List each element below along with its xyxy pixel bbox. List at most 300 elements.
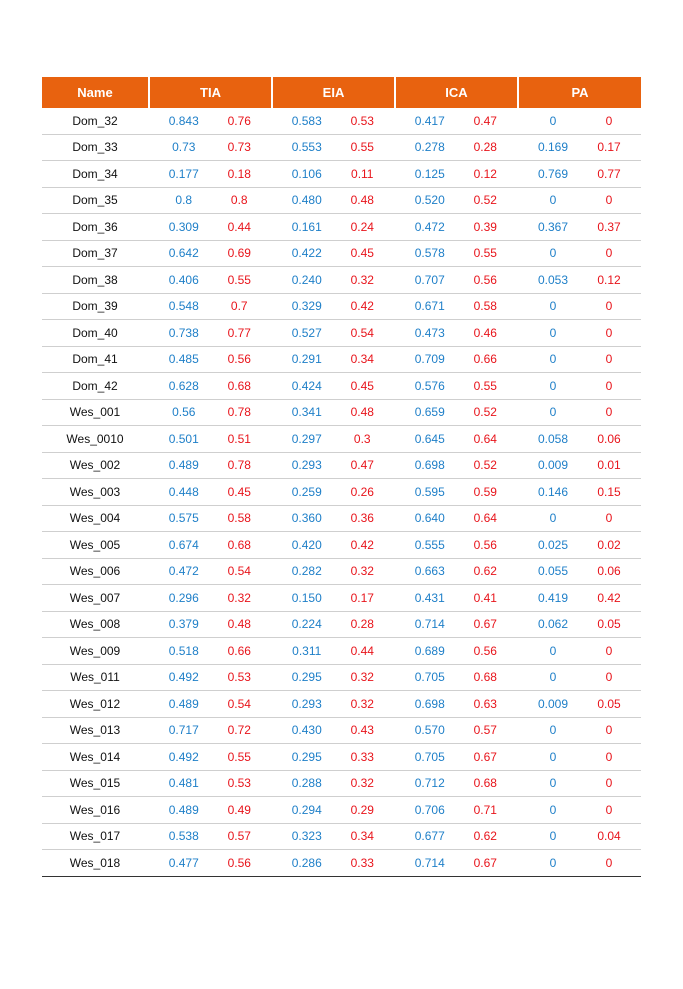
cell-tia-red: 0.68 bbox=[227, 537, 251, 552]
cell-pa-red: 0 bbox=[605, 670, 613, 685]
row-name: Wes_007 bbox=[69, 590, 121, 605]
cell-pa-red: 0 bbox=[605, 643, 613, 658]
cell-tia-blue: 0.481 bbox=[168, 776, 199, 791]
cell-pa-blue: 0.025 bbox=[537, 537, 569, 552]
cell-ica-red: 0.68 bbox=[473, 670, 497, 685]
cell-pa-blue: 0 bbox=[549, 670, 557, 685]
cell-pa-blue: 0 bbox=[549, 749, 557, 764]
cell-tia-red: 0.32 bbox=[227, 590, 251, 605]
cell-pa-red: 0.12 bbox=[597, 272, 621, 287]
row-name: Wes_004 bbox=[69, 511, 121, 526]
cell-pa-red: 0 bbox=[605, 405, 613, 420]
cell-tia-red: 0.68 bbox=[227, 378, 251, 393]
table-body bbox=[42, 108, 641, 877]
cell-group-pa bbox=[517, 405, 641, 419]
cell-tia-red: 0.77 bbox=[227, 325, 251, 340]
header-tia: TIA bbox=[150, 77, 271, 108]
cell-group-pa bbox=[517, 140, 641, 154]
cell-eia-blue: 0.161 bbox=[291, 219, 322, 234]
cell-group-tia bbox=[148, 140, 271, 154]
cell-tia-red: 0.51 bbox=[227, 431, 251, 446]
cell-pa-red: 0.15 bbox=[597, 484, 621, 499]
table-row bbox=[42, 108, 641, 135]
cell-ica-red: 0.71 bbox=[473, 802, 497, 817]
cell-tia-red: 0.78 bbox=[227, 458, 251, 473]
cell-ica-blue: 0.473 bbox=[414, 325, 445, 340]
row-name: Wes_003 bbox=[69, 484, 121, 499]
cell-group-tia bbox=[148, 617, 271, 631]
cell-group-pa bbox=[517, 697, 641, 711]
cell-tia-red: 0.54 bbox=[227, 696, 251, 711]
cell-group-pa bbox=[517, 458, 641, 472]
cell-ica-red: 0.57 bbox=[473, 723, 497, 738]
cell-group-eia bbox=[271, 511, 394, 525]
cell-pa-red: 0.05 bbox=[597, 696, 621, 711]
cell-tia-blue: 0.538 bbox=[168, 829, 199, 844]
cell-group-eia bbox=[271, 299, 394, 313]
cell-eia-blue: 0.294 bbox=[291, 802, 322, 817]
cell-group-ica bbox=[394, 114, 517, 128]
table-row bbox=[42, 426, 641, 453]
cell-eia-red: 0.28 bbox=[350, 617, 374, 632]
cell-tia-blue: 0.843 bbox=[168, 113, 199, 128]
cell-ica-blue: 0.417 bbox=[414, 113, 445, 128]
cell-pa-red: 0.02 bbox=[597, 537, 621, 552]
cell-eia-red: 0.11 bbox=[351, 166, 374, 181]
cell-group-eia bbox=[271, 352, 394, 366]
table-row bbox=[42, 691, 641, 718]
row-name: Dom_33 bbox=[72, 140, 118, 155]
cell-group-eia bbox=[271, 273, 394, 287]
cell-group-pa bbox=[517, 670, 641, 684]
row-name: Wes_002 bbox=[69, 458, 121, 473]
cell-eia-red: 0.17 bbox=[350, 590, 374, 605]
row-name: Wes_005 bbox=[69, 537, 121, 552]
cell-group-eia bbox=[271, 617, 394, 631]
cell-eia-blue: 0.424 bbox=[291, 378, 322, 393]
cell-ica-red: 0.52 bbox=[473, 458, 497, 473]
row-name: Wes_009 bbox=[69, 643, 121, 658]
cell-eia-blue: 0.259 bbox=[291, 484, 322, 499]
cell-group-pa bbox=[517, 114, 641, 128]
cell-ica-blue: 0.705 bbox=[414, 749, 445, 764]
cell-group-tia bbox=[148, 432, 271, 446]
row-name: Wes_0010 bbox=[66, 431, 124, 446]
cell-group-eia bbox=[271, 405, 394, 419]
row-name: Dom_42 bbox=[72, 378, 118, 393]
cell-tia-red: 0.49 bbox=[227, 802, 251, 817]
cell-tia-blue: 0.296 bbox=[168, 590, 199, 605]
cell-pa-red: 0.04 bbox=[597, 829, 621, 844]
cell-pa-red: 0.01 bbox=[597, 458, 621, 473]
cell-eia-blue: 0.291 bbox=[291, 352, 322, 367]
cell-pa-red: 0.06 bbox=[597, 564, 621, 579]
cell-ica-red: 0.28 bbox=[473, 140, 497, 155]
cell-pa-red: 0 bbox=[605, 299, 613, 314]
cell-group-tia bbox=[148, 856, 271, 870]
cell-pa-blue: 0.055 bbox=[537, 564, 569, 579]
header-name: Name bbox=[42, 77, 148, 108]
cell-group-eia bbox=[271, 750, 394, 764]
cell-group-eia bbox=[271, 723, 394, 737]
cell-group-tia bbox=[148, 776, 271, 790]
cell-group-eia bbox=[271, 140, 394, 154]
row-name: Wes_014 bbox=[69, 749, 121, 764]
cell-ica-blue: 0.698 bbox=[414, 696, 445, 711]
cell-eia-red: 0.33 bbox=[350, 855, 374, 870]
cell-ica-red: 0.55 bbox=[473, 378, 497, 393]
cell-ica-red: 0.64 bbox=[473, 511, 497, 526]
row-name: Wes_006 bbox=[69, 564, 121, 579]
cell-ica-red: 0.52 bbox=[473, 405, 497, 420]
cell-eia-blue: 0.288 bbox=[291, 776, 322, 791]
cell-ica-red: 0.12 bbox=[473, 166, 497, 181]
table-row bbox=[42, 453, 641, 480]
table-row bbox=[42, 161, 641, 188]
cell-group-eia bbox=[271, 670, 394, 684]
table-row bbox=[42, 347, 641, 374]
cell-tia-red: 0.66 bbox=[227, 643, 251, 658]
cell-pa-blue: 0.769 bbox=[537, 166, 569, 181]
cell-group-tia bbox=[148, 458, 271, 472]
cell-ica-blue: 0.278 bbox=[414, 140, 445, 155]
cell-group-ica bbox=[394, 564, 517, 578]
cell-tia-blue: 0.485 bbox=[168, 352, 199, 367]
cell-group-tia bbox=[148, 246, 271, 260]
cell-tia-blue: 0.8 bbox=[175, 193, 193, 208]
cell-group-pa bbox=[517, 644, 641, 658]
cell-group-ica bbox=[394, 511, 517, 525]
cell-group-ica bbox=[394, 591, 517, 605]
cell-group-pa bbox=[517, 511, 641, 525]
cell-pa-blue: 0.419 bbox=[537, 590, 569, 605]
cell-tia-blue: 0.489 bbox=[168, 696, 199, 711]
cell-tia-blue: 0.448 bbox=[168, 484, 199, 499]
cell-tia-red: 0.18 bbox=[227, 166, 251, 181]
cell-group-ica bbox=[394, 538, 517, 552]
cell-ica-red: 0.66 bbox=[473, 352, 497, 367]
cell-tia-red: 0.45 bbox=[227, 484, 251, 499]
table-row bbox=[42, 400, 641, 427]
cell-eia-blue: 0.295 bbox=[291, 670, 322, 685]
cell-eia-blue: 0.240 bbox=[291, 272, 322, 287]
cell-group-eia bbox=[271, 856, 394, 870]
cell-eia-blue: 0.553 bbox=[291, 140, 322, 155]
cell-eia-blue: 0.422 bbox=[291, 246, 322, 261]
cell-eia-red: 0.26 bbox=[350, 484, 374, 499]
cell-eia-red: 0.53 bbox=[350, 113, 374, 128]
cell-pa-blue: 0 bbox=[549, 246, 557, 261]
cell-group-pa bbox=[517, 750, 641, 764]
cell-tia-red: 0.57 bbox=[227, 829, 251, 844]
cell-group-tia bbox=[148, 485, 271, 499]
cell-group-eia bbox=[271, 167, 394, 181]
cell-ica-red: 0.41 bbox=[473, 590, 497, 605]
table-row bbox=[42, 718, 641, 745]
cell-group-eia bbox=[271, 326, 394, 340]
cell-pa-blue: 0.062 bbox=[537, 617, 569, 632]
row-name: Dom_38 bbox=[72, 272, 118, 287]
cell-group-eia bbox=[271, 564, 394, 578]
table-row bbox=[42, 214, 641, 241]
cell-eia-red: 0.45 bbox=[350, 246, 374, 261]
table-header bbox=[42, 77, 641, 108]
cell-pa-blue: 0.146 bbox=[537, 484, 569, 499]
cell-group-ica bbox=[394, 485, 517, 499]
cell-tia-red: 0.55 bbox=[227, 749, 251, 764]
cell-group-tia bbox=[148, 591, 271, 605]
cell-group-pa bbox=[517, 246, 641, 260]
cell-eia-blue: 0.293 bbox=[291, 696, 322, 711]
cell-group-tia bbox=[148, 697, 271, 711]
cell-group-eia bbox=[271, 776, 394, 790]
row-name: Dom_32 bbox=[72, 113, 118, 128]
cell-ica-red: 0.56 bbox=[473, 643, 497, 658]
cell-group-ica bbox=[394, 776, 517, 790]
cell-pa-blue: 0 bbox=[549, 511, 557, 526]
cell-eia-blue: 0.293 bbox=[291, 458, 322, 473]
row-name: Wes_016 bbox=[69, 802, 121, 817]
cell-ica-blue: 0.640 bbox=[414, 511, 445, 526]
cell-group-eia bbox=[271, 485, 394, 499]
cell-tia-red: 0.76 bbox=[227, 113, 251, 128]
cell-tia-blue: 0.628 bbox=[168, 378, 199, 393]
cell-group-pa bbox=[517, 856, 641, 870]
cell-eia-blue: 0.341 bbox=[291, 405, 322, 420]
cell-ica-red: 0.67 bbox=[473, 855, 497, 870]
cell-tia-red: 0.72 bbox=[227, 723, 251, 738]
cell-tia-blue: 0.73 bbox=[172, 140, 196, 155]
cell-group-tia bbox=[148, 829, 271, 843]
cell-tia-blue: 0.738 bbox=[168, 325, 199, 340]
table-row bbox=[42, 797, 641, 824]
cell-group-eia bbox=[271, 644, 394, 658]
cell-tia-blue: 0.489 bbox=[168, 458, 199, 473]
cell-group-eia bbox=[271, 697, 394, 711]
row-name: Wes_011 bbox=[70, 670, 120, 685]
row-name: Dom_36 bbox=[72, 219, 118, 234]
cell-eia-blue: 0.583 bbox=[291, 113, 322, 128]
cell-group-ica bbox=[394, 432, 517, 446]
table-row bbox=[42, 771, 641, 798]
cell-group-pa bbox=[517, 485, 641, 499]
cell-group-tia bbox=[148, 750, 271, 764]
cell-group-tia bbox=[148, 511, 271, 525]
cell-pa-blue: 0 bbox=[549, 299, 557, 314]
cell-group-ica bbox=[394, 829, 517, 843]
cell-tia-red: 0.58 bbox=[227, 511, 251, 526]
cell-group-ica bbox=[394, 352, 517, 366]
cell-pa-blue: 0 bbox=[549, 325, 557, 340]
cell-tia-red: 0.69 bbox=[227, 246, 251, 261]
cell-group-tia bbox=[148, 803, 271, 817]
cell-ica-red: 0.52 bbox=[473, 193, 497, 208]
cell-tia-blue: 0.575 bbox=[168, 511, 199, 526]
cell-group-ica bbox=[394, 617, 517, 631]
cell-group-tia bbox=[148, 564, 271, 578]
cell-ica-red: 0.46 bbox=[473, 325, 497, 340]
table-row bbox=[42, 320, 641, 347]
table-row bbox=[42, 373, 641, 400]
cell-eia-red: 0.43 bbox=[350, 723, 374, 738]
cell-eia-red: 0.48 bbox=[350, 193, 374, 208]
cell-ica-red: 0.59 bbox=[473, 484, 497, 499]
cell-tia-red: 0.73 bbox=[227, 140, 251, 155]
cell-group-tia bbox=[148, 644, 271, 658]
cell-eia-red: 0.48 bbox=[350, 405, 374, 420]
cell-group-pa bbox=[517, 193, 641, 207]
cell-ica-blue: 0.712 bbox=[414, 776, 445, 791]
cell-group-ica bbox=[394, 644, 517, 658]
cell-group-tia bbox=[148, 352, 271, 366]
table-row bbox=[42, 294, 641, 321]
cell-group-pa bbox=[517, 617, 641, 631]
cell-group-eia bbox=[271, 432, 394, 446]
cell-eia-red: 0.33 bbox=[350, 749, 374, 764]
cell-pa-red: 0 bbox=[605, 246, 613, 261]
cell-eia-red: 0.24 bbox=[350, 219, 374, 234]
cell-tia-blue: 0.642 bbox=[168, 246, 199, 261]
cell-eia-blue: 0.311 bbox=[292, 643, 322, 658]
table-row bbox=[42, 506, 641, 533]
cell-ica-blue: 0.576 bbox=[414, 378, 445, 393]
table-row bbox=[42, 612, 641, 639]
cell-pa-red: 0 bbox=[605, 723, 613, 738]
cell-group-ica bbox=[394, 750, 517, 764]
cell-group-eia bbox=[271, 220, 394, 234]
cell-eia-blue: 0.527 bbox=[291, 325, 322, 340]
table-row bbox=[42, 241, 641, 268]
cell-tia-red: 0.56 bbox=[227, 855, 251, 870]
cell-group-pa bbox=[517, 299, 641, 313]
cell-pa-blue: 0 bbox=[549, 802, 557, 817]
cell-pa-red: 0.42 bbox=[597, 590, 621, 605]
cell-eia-blue: 0.224 bbox=[291, 617, 322, 632]
cell-ica-red: 0.62 bbox=[473, 829, 497, 844]
table-row bbox=[42, 824, 641, 851]
cell-group-eia bbox=[271, 379, 394, 393]
cell-group-eia bbox=[271, 246, 394, 260]
cell-group-pa bbox=[517, 538, 641, 552]
cell-pa-red: 0 bbox=[605, 855, 613, 870]
cell-group-pa bbox=[517, 220, 641, 234]
cell-group-ica bbox=[394, 856, 517, 870]
cell-group-tia bbox=[148, 723, 271, 737]
cell-group-eia bbox=[271, 458, 394, 472]
cell-group-tia bbox=[148, 538, 271, 552]
row-name: Dom_40 bbox=[72, 325, 118, 340]
cell-group-tia bbox=[148, 379, 271, 393]
table-row bbox=[42, 135, 641, 162]
cell-eia-red: 0.47 bbox=[350, 458, 374, 473]
cell-pa-red: 0 bbox=[605, 511, 613, 526]
cell-group-ica bbox=[394, 458, 517, 472]
cell-pa-red: 0 bbox=[605, 113, 613, 128]
cell-group-ica bbox=[394, 167, 517, 181]
cell-tia-red: 0.53 bbox=[227, 670, 251, 685]
cell-eia-red: 0.36 bbox=[350, 511, 374, 526]
cell-eia-blue: 0.420 bbox=[291, 537, 322, 552]
cell-ica-red: 0.56 bbox=[473, 537, 497, 552]
table-row bbox=[42, 638, 641, 665]
cell-ica-red: 0.63 bbox=[473, 696, 497, 711]
cell-group-ica bbox=[394, 405, 517, 419]
table-row bbox=[42, 188, 641, 215]
cell-tia-red: 0.48 bbox=[227, 617, 251, 632]
cell-ica-red: 0.68 bbox=[473, 776, 497, 791]
cell-pa-blue: 0 bbox=[549, 193, 557, 208]
table-row bbox=[42, 665, 641, 692]
cell-eia-red: 0.32 bbox=[350, 670, 374, 685]
cell-pa-blue: 0.058 bbox=[537, 431, 569, 446]
cell-pa-red: 0 bbox=[605, 802, 613, 817]
cell-eia-blue: 0.360 bbox=[291, 511, 322, 526]
cell-pa-red: 0.17 bbox=[597, 140, 621, 155]
cell-ica-blue: 0.698 bbox=[414, 458, 445, 473]
cell-pa-blue: 0 bbox=[549, 776, 557, 791]
row-name: Wes_017 bbox=[69, 829, 121, 844]
cell-pa-red: 0.37 bbox=[597, 219, 621, 234]
cell-ica-blue: 0.677 bbox=[414, 829, 445, 844]
cell-pa-red: 0 bbox=[605, 325, 613, 340]
cell-ica-blue: 0.520 bbox=[414, 193, 445, 208]
cell-group-pa bbox=[517, 723, 641, 737]
cell-group-eia bbox=[271, 591, 394, 605]
results-table bbox=[42, 77, 641, 877]
cell-group-pa bbox=[517, 829, 641, 843]
cell-ica-blue: 0.595 bbox=[414, 484, 445, 499]
cell-ica-red: 0.39 bbox=[473, 219, 497, 234]
cell-eia-red: 0.42 bbox=[350, 537, 374, 552]
cell-eia-red: 0.34 bbox=[350, 352, 374, 367]
cell-eia-blue: 0.286 bbox=[291, 855, 322, 870]
cell-tia-red: 0.8 bbox=[230, 193, 248, 208]
cell-pa-red: 0.05 bbox=[597, 617, 621, 632]
row-name: Dom_37 bbox=[72, 246, 118, 261]
header-eia: EIA bbox=[273, 77, 394, 108]
cell-ica-red: 0.67 bbox=[473, 617, 497, 632]
cell-pa-blue: 0 bbox=[549, 855, 557, 870]
cell-group-eia bbox=[271, 538, 394, 552]
row-name: Dom_39 bbox=[72, 299, 118, 314]
cell-ica-blue: 0.578 bbox=[414, 246, 445, 261]
cell-tia-blue: 0.177 bbox=[168, 166, 199, 181]
cell-group-pa bbox=[517, 803, 641, 817]
cell-pa-red: 0.77 bbox=[597, 166, 621, 181]
cell-tia-red: 0.7 bbox=[230, 299, 248, 314]
cell-pa-blue: 0 bbox=[549, 405, 557, 420]
row-name: Wes_013 bbox=[69, 723, 121, 738]
cell-group-tia bbox=[148, 326, 271, 340]
cell-group-tia bbox=[148, 405, 271, 419]
cell-eia-red: 0.3 bbox=[353, 431, 371, 446]
row-name: Wes_012 bbox=[69, 696, 121, 711]
cell-group-ica bbox=[394, 193, 517, 207]
cell-group-tia bbox=[148, 193, 271, 207]
cell-tia-blue: 0.518 bbox=[168, 643, 199, 658]
cell-eia-blue: 0.297 bbox=[291, 431, 322, 446]
cell-pa-blue: 0.367 bbox=[537, 219, 569, 234]
cell-tia-blue: 0.674 bbox=[168, 537, 199, 552]
cell-eia-blue: 0.480 bbox=[291, 193, 322, 208]
cell-group-ica bbox=[394, 220, 517, 234]
cell-tia-red: 0.53 bbox=[227, 776, 251, 791]
cell-tia-blue: 0.492 bbox=[168, 670, 199, 685]
cell-eia-blue: 0.282 bbox=[291, 564, 322, 579]
cell-tia-red: 0.56 bbox=[227, 352, 251, 367]
cell-pa-blue: 0 bbox=[549, 352, 557, 367]
cell-eia-red: 0.55 bbox=[350, 140, 374, 155]
